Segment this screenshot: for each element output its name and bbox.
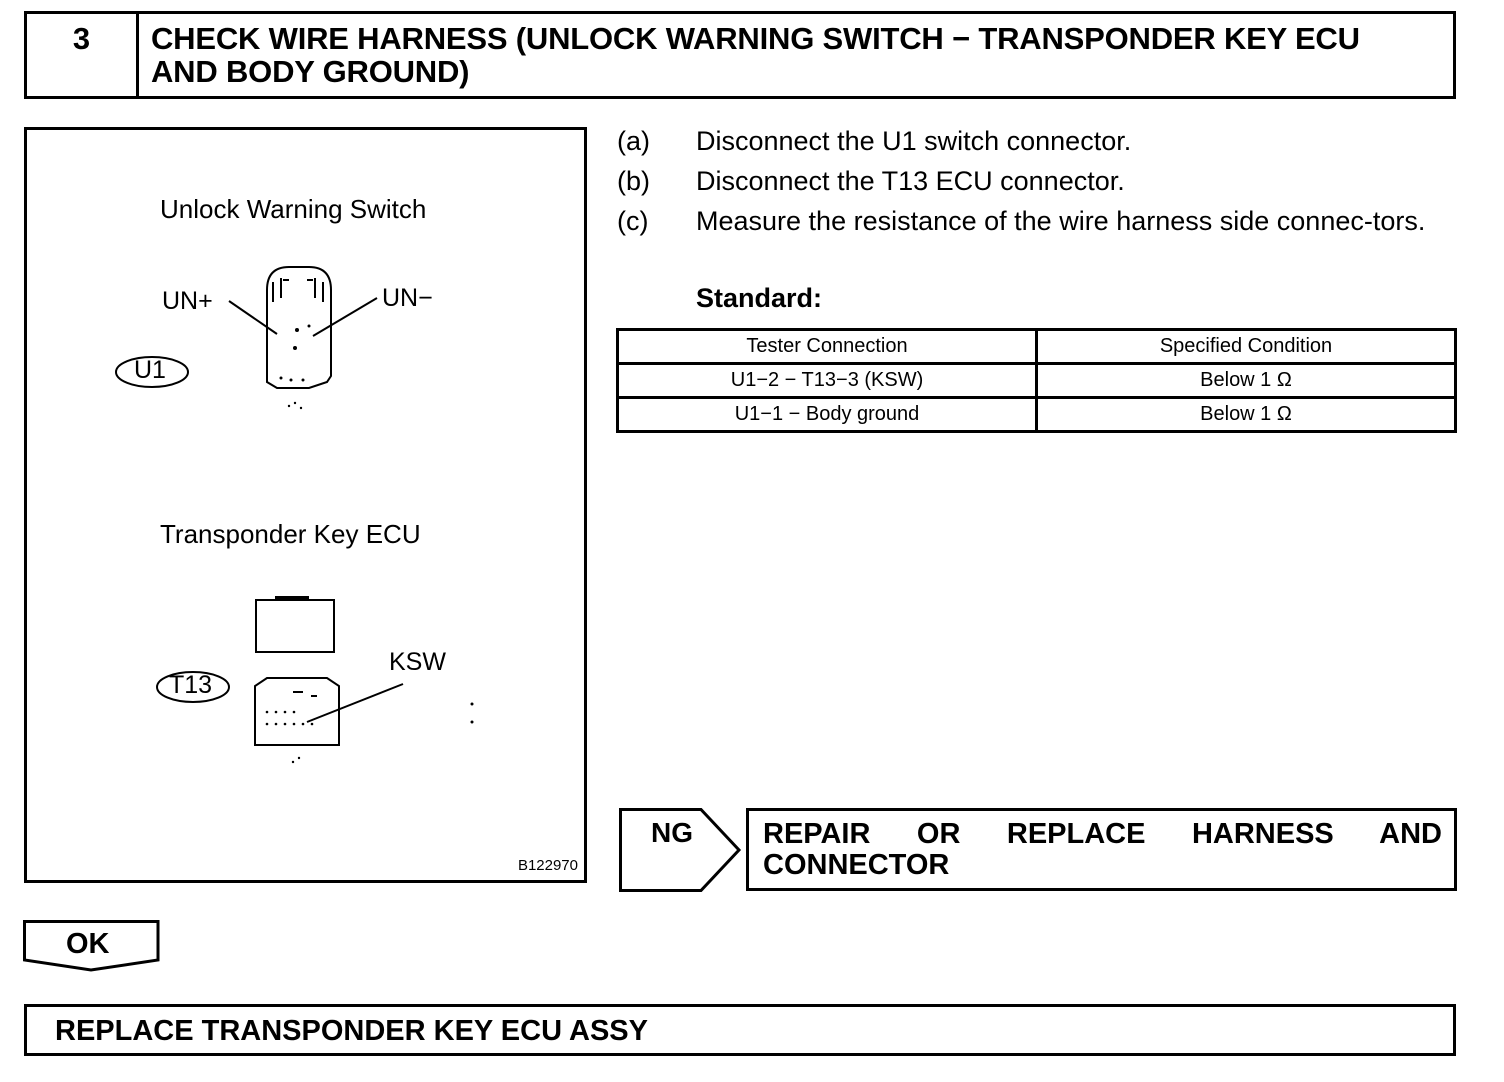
table-cell: U1−1 − Body ground	[618, 398, 1037, 432]
figure-code: B122970	[517, 857, 578, 874]
unlock-warning-switch-label: Unlock Warning Switch	[160, 194, 427, 224]
table-header-cell: Tester Connection	[618, 330, 1037, 364]
step-title: CHECK WIRE HARNESS (UNLOCK WARNING SWITCH − TRANSPONDER KEY ECU AND BODY GROUND)	[151, 21, 1360, 89]
step-text: Disconnect the T13 ECU connector.	[696, 166, 1125, 196]
step-text: Measure the resistance of the wire harness side connec-tors.	[696, 206, 1426, 236]
connector-drawing	[27, 130, 584, 880]
un-minus-label: UN−	[382, 284, 433, 312]
table-header-cell: Specified Condition	[1037, 330, 1456, 364]
ok-label: OK	[66, 928, 110, 960]
table-header-row	[618, 330, 1456, 364]
final-action-text: REPLACE TRANSPONDER KEY ECU ASSY	[55, 1015, 648, 1047]
table-cell: U1−2 − T13−3 (KSW)	[618, 364, 1037, 398]
table-cell: Below 1 Ω	[1037, 398, 1456, 432]
final-action-box	[24, 1004, 1456, 1056]
spec-table	[616, 328, 1457, 433]
un-plus-label: UN+	[162, 287, 213, 315]
ng-result-text: REPAIR OR REPLACE HARNESS AND CONNECTOR	[763, 818, 1442, 881]
table-cell: Below 1 Ω	[1037, 364, 1456, 398]
standard-label: Standard:	[696, 283, 823, 313]
t13-label: T13	[169, 671, 213, 699]
ng-label: NG	[651, 817, 693, 848]
step-letter: (c)	[617, 206, 649, 236]
ksw-label: KSW	[389, 648, 446, 676]
step-letter: (b)	[617, 166, 650, 196]
step-header	[24, 11, 1456, 99]
step-number: 3	[27, 14, 139, 96]
u1-label: U1	[134, 356, 166, 384]
step-text: Disconnect the U1 switch connector.	[696, 126, 1132, 156]
ng-result-box	[746, 808, 1457, 891]
table-row	[618, 398, 1456, 432]
table-row	[618, 364, 1456, 398]
transponder-key-ecu-label: Transponder Key ECU	[160, 519, 421, 549]
step-letter: (a)	[617, 126, 650, 156]
connector-illustration	[24, 127, 587, 883]
